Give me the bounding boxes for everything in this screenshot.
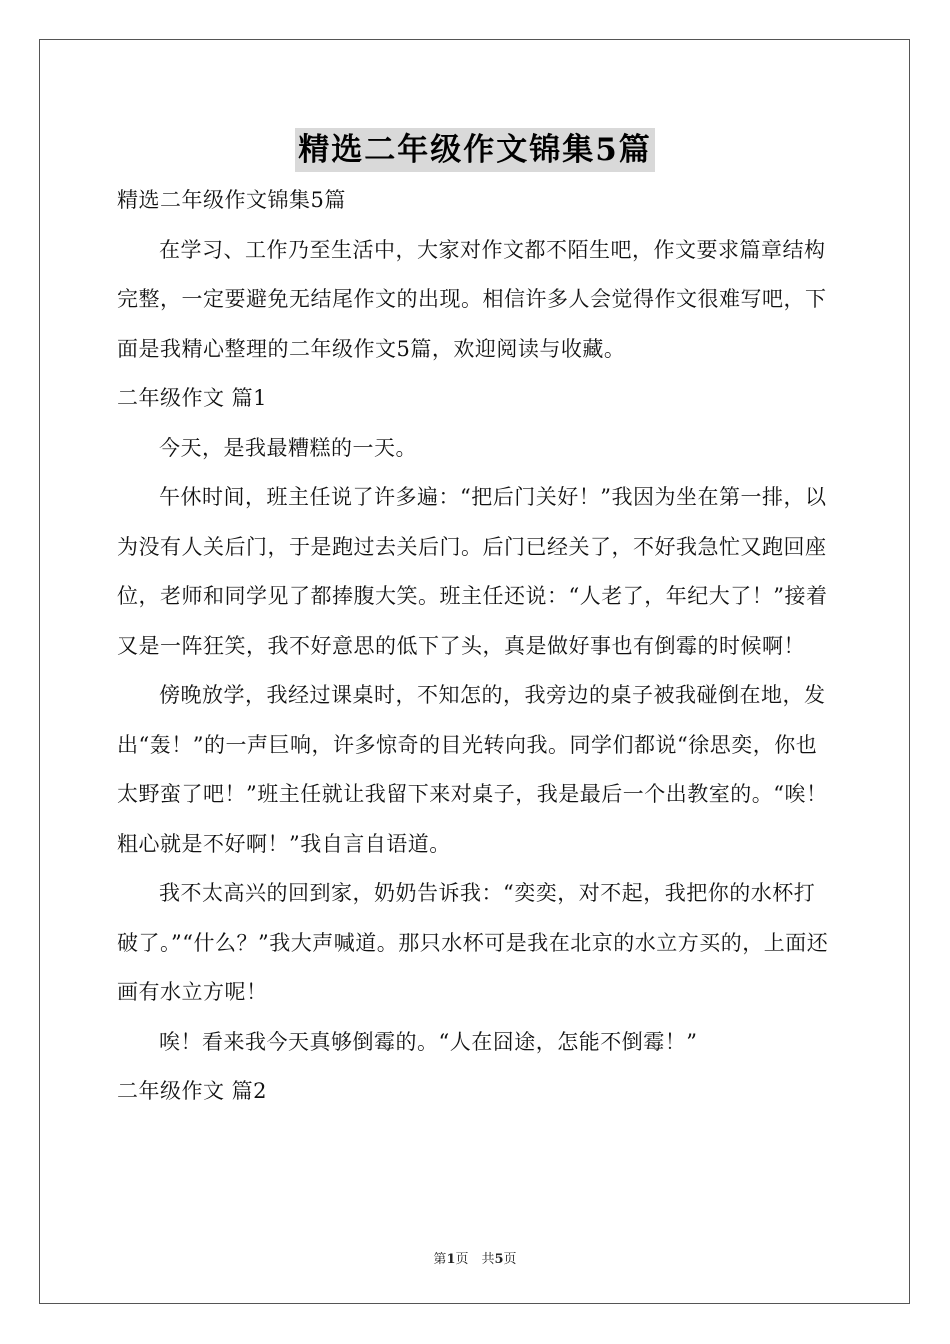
paragraph: 今天，是我最糟糕的一天。 [159,435,417,460]
paragraph: 傍晚放学，我经过课桌时，不知怎的，我旁边的桌子被我碰倒在地，发出“轰！”的一声巨响，许多惊奇的目光转向我。同学们都说“徐思奕，你也太野蛮了吧！”班主任就让我留下来对桌子，我是最后一个出教室的。“唉！粗心就是不好啊！”我自言自语道。 [117,683,828,856]
section-heading-1: 二年级作文 篇1 [117,386,268,410]
document-body [117,176,833,1117]
paragraph: 唉！看来我今天真够倒霉的。“人在囧途，怎能不倒霉！” [159,1029,698,1054]
page-total: 5 [494,1252,504,1267]
paragraph: 我不太高兴的回到家，奶奶告诉我：“奕奕，对不起，我把你的水杯打破了。”“什么？”我大声喊道。那只水杯可是我在北京的水立方买的，上面还画有水立方呢！ [117,881,829,1004]
footer-suffix: 页 [503,1252,517,1267]
footer-mid: 页 共 [455,1252,495,1267]
page-current: 1 [446,1252,456,1267]
intro-paragraph: 在学习、工作乃至生活中，大家对作文都不陌生吧，作文要求篇章结构完整，一定要避免无结尾作文的出现。相信许多人会觉得作文很难写吧，下面是我精心整理的二年级作文5篇，欢迎阅读与收藏。 [117,237,827,361]
subtitle-line: 精选二年级作文锦集5篇 [117,188,346,212]
title-container [0,128,950,172]
section-heading-2: 二年级作文 篇2 [117,1079,268,1103]
page-footer [0,1248,950,1267]
paragraph: 午休时间，班主任说了许多遍：“把后门关好！”我因为坐在第一排，以为没有人关后门，于是跑过去关后门。后门已经关了，不好我急忙又跑回座位，老师和同学见了都捧腹大笑。班主任还说：“人老了，年纪大了！”接着又是一阵狂笑，我不好意思的低下了头，真是做好事也有倒霉的时候啊！ [117,485,828,658]
footer-prefix: 第 [433,1252,447,1267]
document-title: 精选二年级作文锦集5篇 [295,128,655,172]
